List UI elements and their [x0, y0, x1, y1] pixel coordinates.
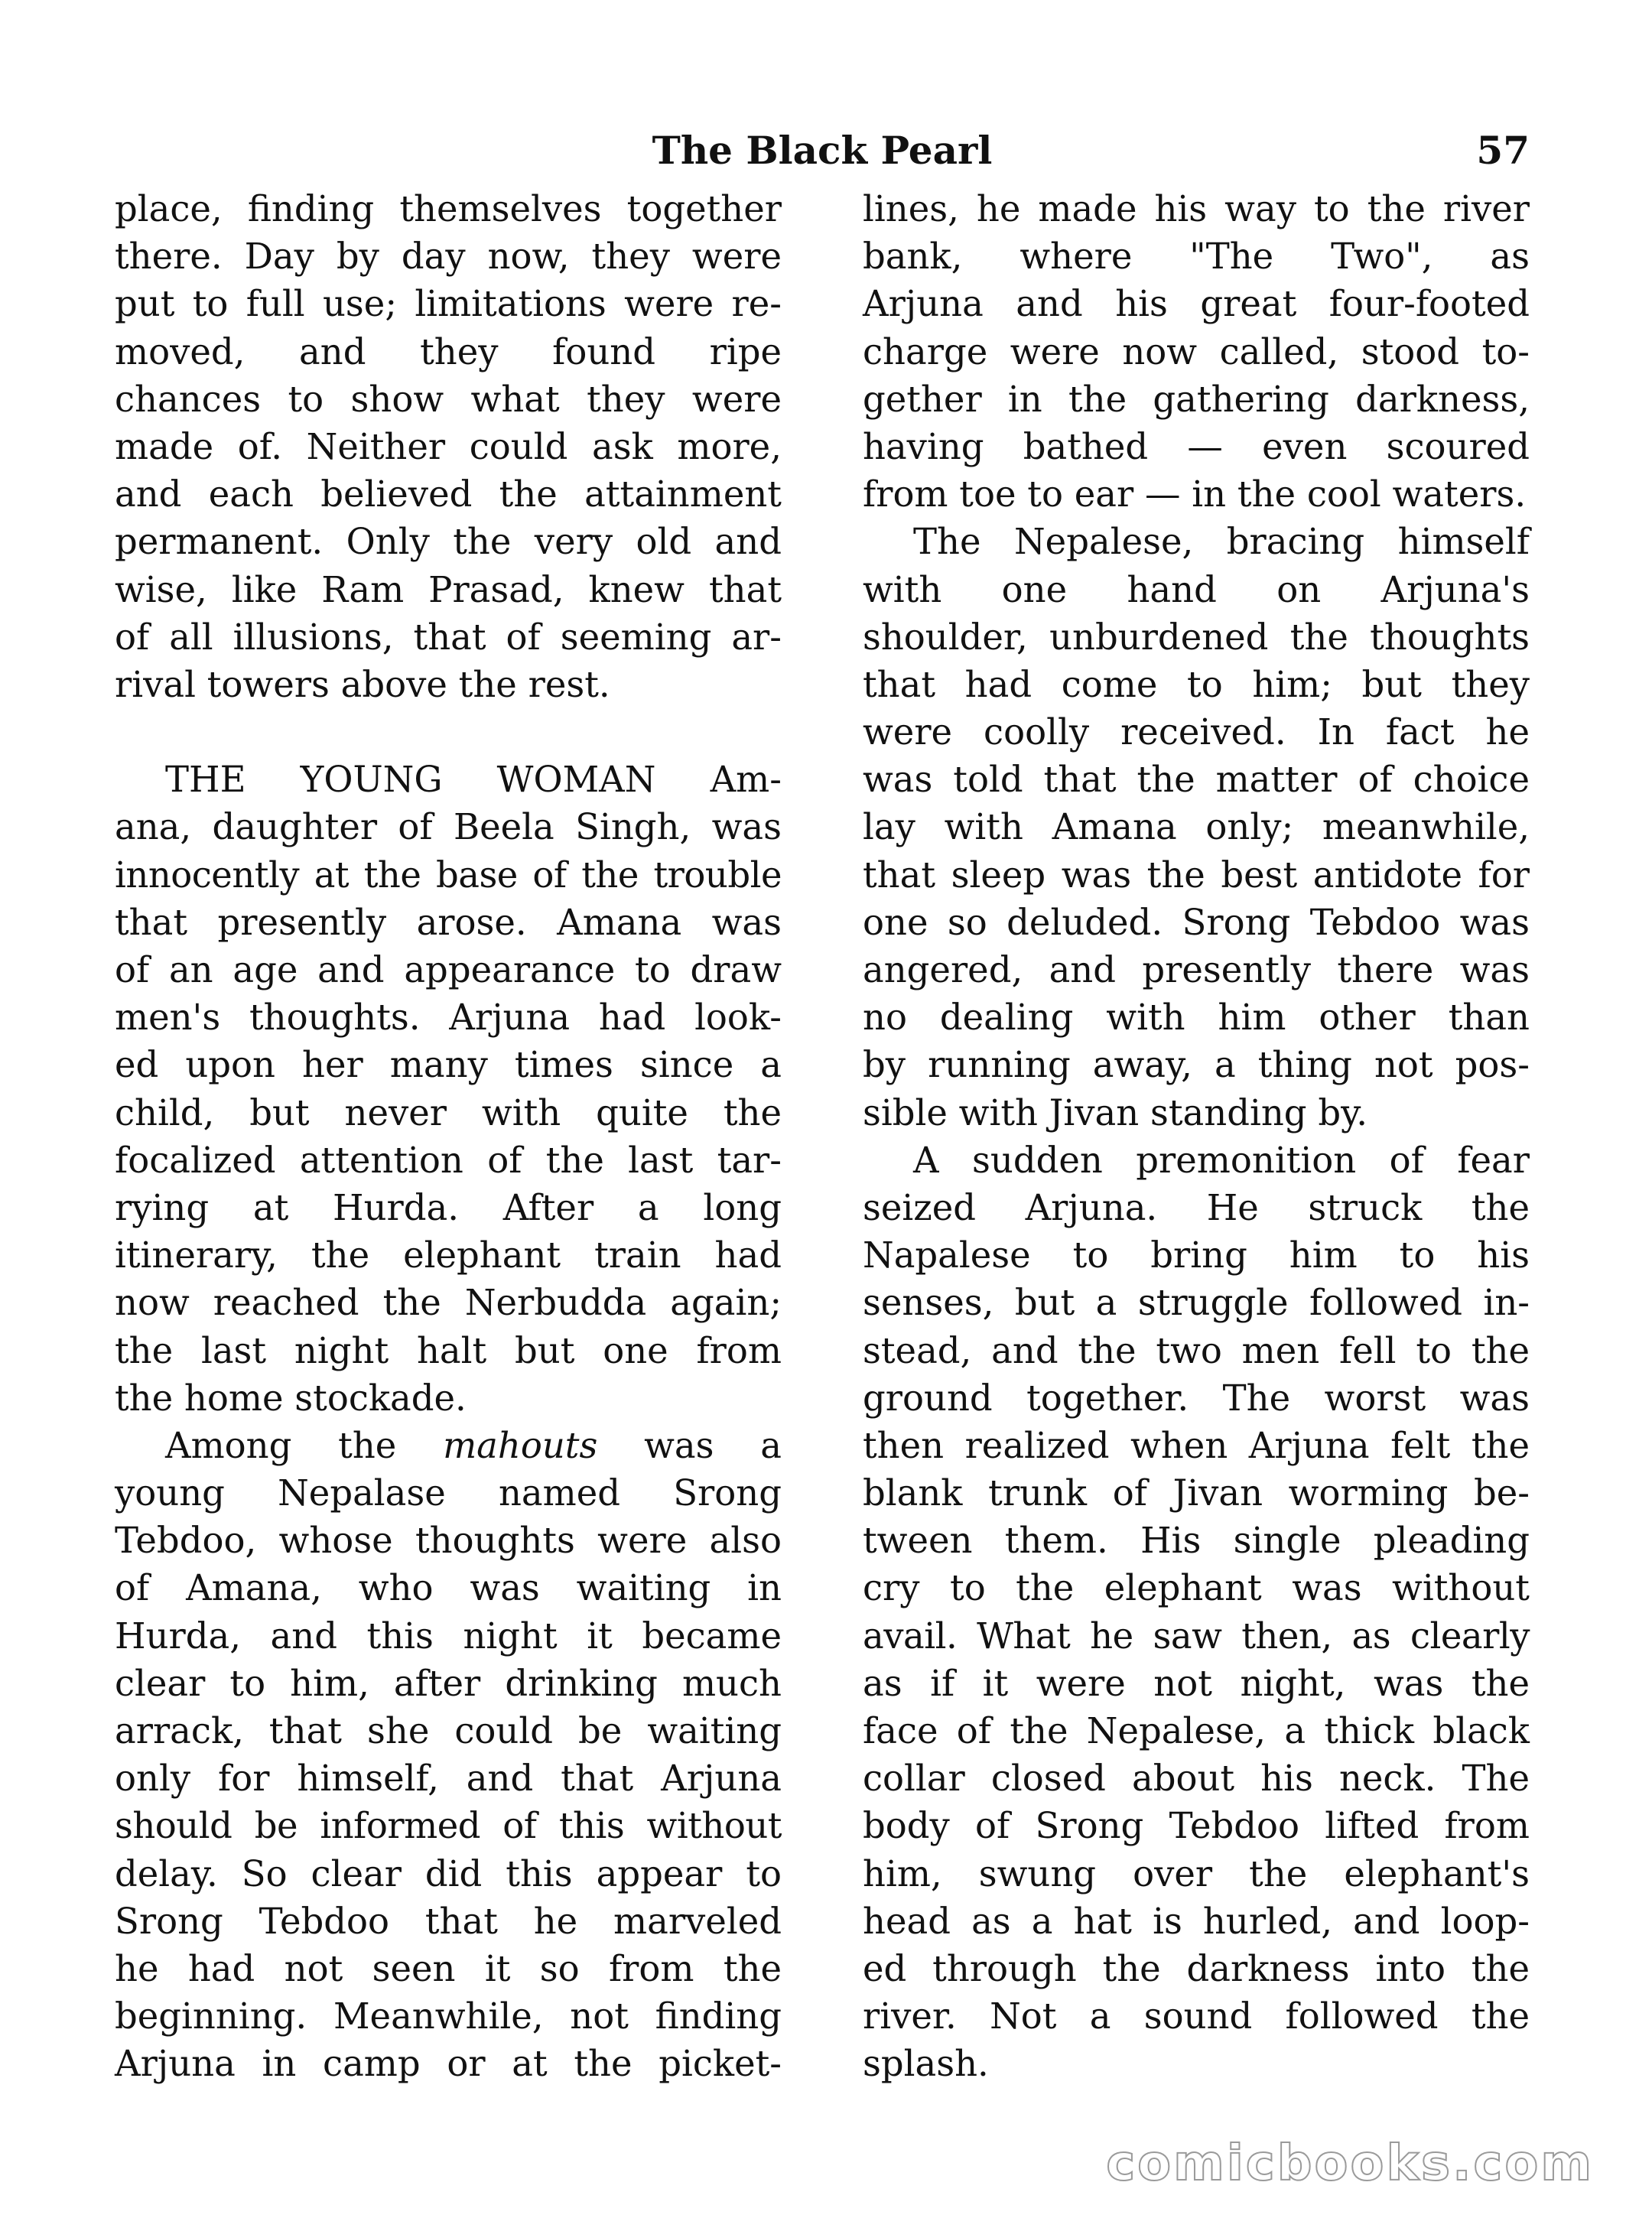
text-line: ed upon her many times since a: [115, 1044, 782, 1086]
text-line: was told that the matter of choice: [863, 759, 1530, 801]
text-line: of an age and appearance to draw: [115, 949, 782, 990]
text-line: The Nepalese, bracing himself: [913, 521, 1530, 563]
text-line: place, finding themselves together: [115, 188, 782, 229]
text-line: Tebdoo, whose thoughts were also: [115, 1520, 782, 1562]
text-line: face of the Nepalese, a thick black: [863, 1710, 1530, 1751]
text-line: then realized when Arjuna felt the: [863, 1424, 1530, 1466]
text-line: only for himself, and that Arjuna: [115, 1758, 782, 1800]
section-opening-line: THE YOUNG WOMAN Am-: [165, 759, 782, 801]
text-line: Srong Tebdoo that he marveled: [115, 1900, 782, 1942]
site-watermark: comicbooks.com: [1106, 2135, 1594, 2192]
text-line: lay with Amana only; meanwhile,: [863, 806, 1530, 848]
text-line: A sudden premonition of fear: [913, 1139, 1530, 1181]
text-line: rying at Hurda. After a long: [115, 1186, 782, 1228]
text-line: splash.: [863, 2043, 989, 2085]
text-line: Hurda, and this night it became: [115, 1615, 782, 1657]
text-line: Arjuna and his great four-footed: [863, 283, 1530, 325]
text-line: moved, and they found ripe: [115, 330, 782, 372]
text-line: by running away, a thing not pos-: [863, 1044, 1530, 1086]
text-line: avail. What he saw then, as clearly: [863, 1615, 1530, 1657]
text-line: innocently at the base of the trouble: [115, 854, 782, 896]
text-line: ed through the darkness into the: [863, 1947, 1530, 1989]
text-line: there. Day by day now, they were: [115, 236, 782, 278]
text-line: the last night halt but one from: [115, 1329, 782, 1371]
left-text-column: [115, 185, 782, 2088]
page-number: 57: [1476, 128, 1530, 173]
text-line: focalized attention of the last tar-: [115, 1139, 782, 1181]
text-line: as if it were not night, was the: [863, 1662, 1530, 1704]
text-line: men's thoughts. Arjuna had look-: [115, 997, 782, 1039]
page-header: [115, 124, 1530, 177]
text-line: with one hand on Arjuna's: [863, 568, 1530, 610]
text-line: permanent. Only the very old and: [115, 521, 782, 563]
text-line: no dealing with him other than: [863, 997, 1530, 1039]
text-line: blank trunk of Jivan worming be-: [863, 1472, 1530, 1514]
paragraph-break: [115, 708, 782, 756]
text-line: charge were now called, stood to-: [863, 330, 1530, 372]
text-line: lines, he made his way to the river: [863, 188, 1530, 229]
text-line: Among the mahouts was a: [165, 1424, 782, 1466]
text-line: one so deluded. Srong Tebdoo was: [863, 901, 1530, 943]
text-line: that had come to him; but they: [863, 663, 1530, 705]
text-line: shoulder, unburdened the thoughts: [863, 616, 1530, 658]
text-line: tween them. His single pleading: [863, 1520, 1530, 1562]
text-line: the home stockade.: [115, 1377, 467, 1419]
text-line: gether in the gathering darkness,: [863, 378, 1530, 420]
text-line: senses, but a struggle followed in-: [863, 1282, 1530, 1324]
text-line: and each believed the attainment: [115, 473, 782, 515]
text-line: he had not seen it so from the: [115, 1947, 782, 1989]
text-line: clear to him, after drinking much: [115, 1662, 782, 1704]
text-line: of Amana, who was waiting in: [115, 1567, 782, 1609]
text-line: him, swung over the elephant's: [863, 1852, 1530, 1894]
text-line: child, but never with quite the: [115, 1091, 782, 1133]
text-line: made of. Neither could ask more,: [115, 425, 782, 467]
text-line: body of Srong Tebdoo lifted from: [863, 1805, 1530, 1847]
text-line: ana, daughter of Beela Singh, was: [115, 806, 782, 848]
text-line: delay. So clear did this appear to: [115, 1852, 782, 1894]
text-line: that presently arose. Amana was: [115, 901, 782, 943]
text-line: should be informed of this without: [115, 1805, 782, 1847]
text-line: stead, and the two men fell to the: [863, 1329, 1530, 1371]
text-line: now reached the Nerbudda again;: [115, 1282, 782, 1324]
text-line: bank, where "The Two", as: [863, 236, 1530, 278]
text-line: itinerary, the elephant train had: [115, 1234, 782, 1276]
text-line: were coolly received. In fact he: [863, 711, 1530, 753]
text-line: from toe to ear — in the cool waters.: [863, 473, 1527, 515]
running-title: The Black Pearl: [652, 128, 993, 173]
text-line: ground together. The worst was: [863, 1377, 1530, 1419]
text-line: beginning. Meanwhile, not finding: [115, 1995, 782, 2038]
italic-word: mahouts: [443, 1424, 598, 1466]
text-line: rival towers above the rest.: [115, 663, 610, 705]
text-line: head as a hat is hurled, and loop-: [863, 1900, 1530, 1942]
text-line: Napalese to bring him to his: [863, 1234, 1530, 1276]
text-line: collar closed about his neck. The: [863, 1758, 1530, 1800]
text-line: put to full use; limitations were re-: [115, 283, 782, 325]
text-line: Arjuna in camp or at the picket-: [115, 2043, 782, 2085]
text-line: arrack, that she could be waiting: [115, 1710, 782, 1751]
text-line: angered, and presently there was: [863, 949, 1530, 990]
text-line: sible with Jivan standing by.: [863, 1091, 1367, 1133]
text-line: chances to show what they were: [115, 378, 782, 420]
text-line: young Nepalase named Srong: [115, 1472, 782, 1514]
text-line: that sleep was the best antidote for: [863, 854, 1530, 896]
right-text-column: [863, 185, 1530, 2088]
text-line: having bathed — even scoured: [863, 425, 1530, 467]
text-line: cry to the elephant was without: [863, 1567, 1530, 1609]
text-line: wise, like Ram Prasad, knew that: [115, 568, 782, 610]
text-line: seized Arjuna. He struck the: [863, 1186, 1530, 1228]
text-line: river. Not a sound followed the: [863, 1995, 1530, 2038]
text-line: of all illusions, that of seeming ar-: [115, 616, 782, 658]
